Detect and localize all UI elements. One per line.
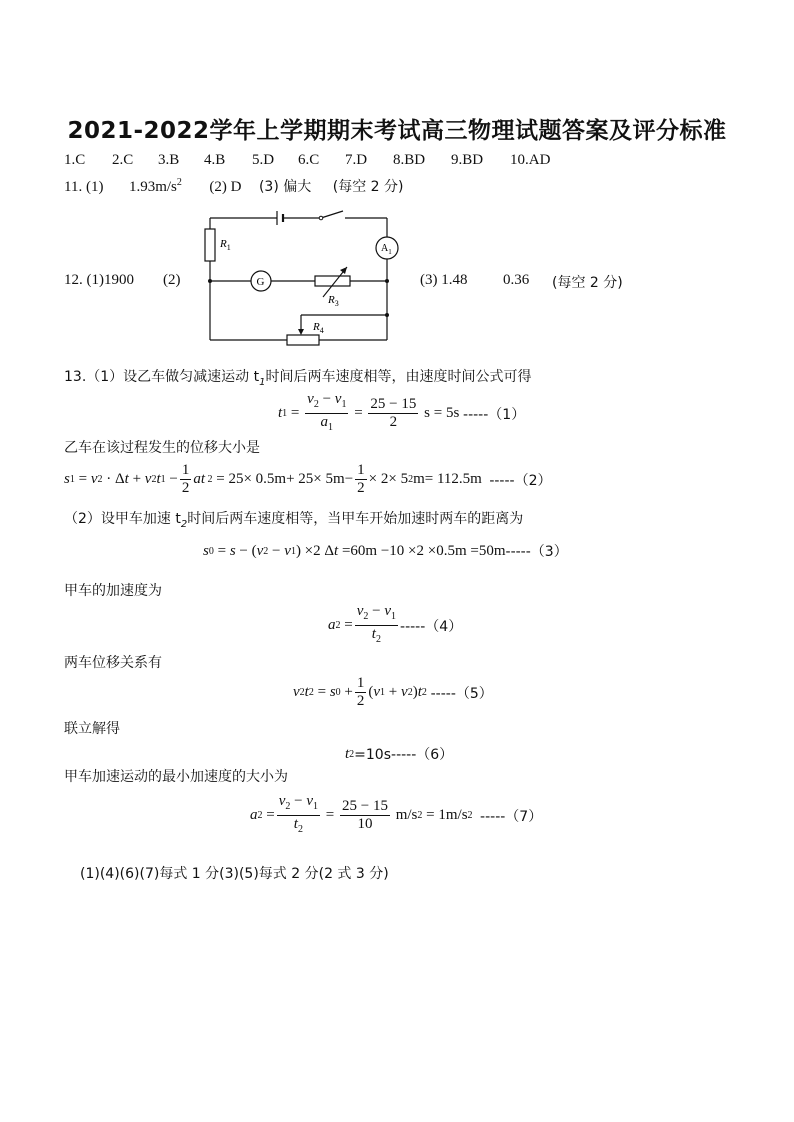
relation-text: 两车位移关系有 <box>64 655 162 671</box>
q11-line <box>64 176 403 196</box>
eq1-tag: -----（1） <box>463 406 526 423</box>
q12-part2: (2) <box>163 272 181 288</box>
r3-label: $R_3$ <box>328 294 339 308</box>
equation-6: t 2 =10s-----（6） <box>345 745 454 763</box>
min-accel-text: 甲车加速运动的最小加速度的大小为 <box>64 769 288 785</box>
displacement-text: 乙车在该过程发生的位移大小是 <box>64 440 260 456</box>
mc-answer: 9.BD <box>451 152 484 168</box>
rheostat-r4 <box>287 335 319 345</box>
a1-label: $A_1$ <box>381 243 392 256</box>
r4-label: $R_4$ <box>313 321 324 335</box>
q12-label: 12. (1)1900 <box>64 272 134 288</box>
q12-part3: (3) 1.48 <box>420 272 468 288</box>
resistor-r1 <box>205 229 215 261</box>
equation-2: s 1 = v 2 · Δ t + v 2 t 1 − $\frac{1}{2}$ at 2 = 25× 0.5m+ 25× 5m− $\frac{1}{2}$ × 2× 5 2 m= 112.5m -----（2） <box>64 462 552 496</box>
equation-4: a 2 = $\frac{v_2 - v_1}{t_2}$ -----（4） <box>328 603 463 645</box>
q11-part3: (3) 偏大 <box>258 179 312 195</box>
mc-answer: 2.C <box>112 152 134 168</box>
mc-answer: 8.BD <box>393 152 426 168</box>
eq7-tag: -----（7） <box>480 808 543 825</box>
q12-value2: 0.36 <box>503 272 530 288</box>
scoring-note: (1)(4)(6)(7)每式 1 分(3)(5)每式 2 分(2 式 3 分) <box>80 866 389 882</box>
g-label: G <box>256 276 265 288</box>
q13-part2-intro: （2）设甲车加速 $t_2$时间后两车速度相等，当甲车开始加速时两车的距离为 <box>64 511 524 530</box>
q11-note: (每空 2 分) <box>332 179 404 195</box>
accel-text: 甲车的加速度为 <box>64 583 162 599</box>
mc-answer: 6.C <box>298 152 320 168</box>
switch-contact <box>319 216 323 220</box>
equation-3: s 0 = s − ( v 2 − v 1 ) ×2 Δ t =60m −10 ×2 ×0.5m =50m -----（3） <box>203 542 568 560</box>
q13-intro: 13.（1）设乙车做匀减速运动 $t_1$时间后两车速度相等，由速度时间公式可得 <box>64 369 532 388</box>
equation-5: v 2 t 2 = s 0 + $\frac{1}{2}$ ( v 1 + v 2 ) t 2 -----（5） <box>293 675 493 709</box>
r1-label: $R_1$ <box>220 238 231 252</box>
eq2-tag: -----（2） <box>489 472 552 489</box>
mc-answer: 3.B <box>158 152 180 168</box>
q11-part2: (2) D <box>209 179 242 195</box>
mc-answer: 5.D <box>252 152 275 168</box>
equation-1: t 1 = $\frac{v_2 - v_1}{a_1}$ = $\frac{25 - 15}{2}$ s = 5s -----（1） <box>278 391 526 433</box>
mc-answer: 4.B <box>204 152 226 168</box>
q12-note: (每空 2 分) <box>552 275 623 291</box>
mc-answer: 10.AD <box>510 152 551 168</box>
equation-7: a 2 = $\frac{v_2 - v_1}{t_2}$ = $\frac{25 - 15}{10}$ m/s 2 = 1m/s 2 -----（7） <box>250 793 543 835</box>
mc-answer: 7.D <box>345 152 368 168</box>
q11-answer1-exp: 2 <box>176 177 182 188</box>
q11-label: 11. (1) <box>64 179 104 195</box>
solve-text: 联立解得 <box>64 721 120 737</box>
circuit-diagram <box>195 205 410 355</box>
mc-answer: 1.C <box>64 152 86 168</box>
q11-answer1: 1.93m/s <box>128 179 177 195</box>
page-title: 2021-2022学年上学期期末考试高三物理试题答案及评分标准 <box>67 118 727 144</box>
eq4-tag: -----（4） <box>400 618 463 635</box>
eq3-tag: -----（3） <box>505 544 568 560</box>
eq5-tag: -----（5） <box>430 685 493 702</box>
